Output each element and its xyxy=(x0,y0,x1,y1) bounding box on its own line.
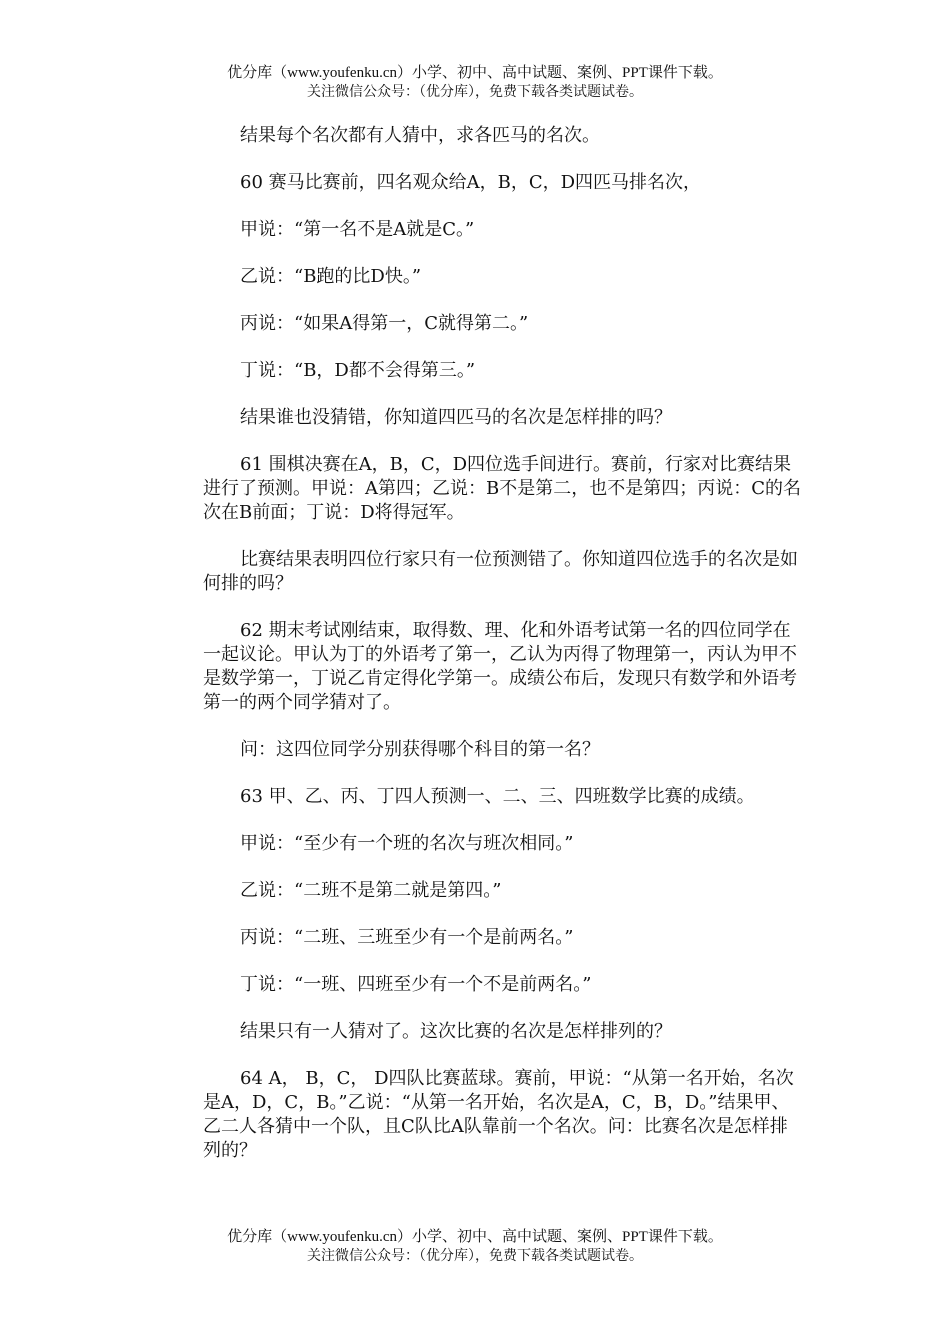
footer-line-1: 优分库（www.youfenku.cn）小学、初中、高中试题、案例、PPT课件下载。 xyxy=(227,1229,723,1245)
paragraph: 62 期末考试刚结束，取得数、理、化和外语考试第一名的四位同学在一起议论。甲认为丁的外语考了第一，乙认为丙得了物理第一，丙认为甲不是数学第一，丁说乙肯定得化学第一。成绩公布后，发现只有数学和外语考第一的两个同学猜对了。 xyxy=(203,620,797,713)
paragraph: 丙说：“如果A得第一，C就得第二。” xyxy=(240,313,529,334)
document-body xyxy=(203,124,803,1186)
paragraph: 问：这四位同学分别获得哪个科目的第一名？ xyxy=(240,739,600,760)
paragraph: 64 A， B，C， D四队比赛蓝球。赛前，甲说：“从第一名开始，名次是A，D，C，B。”乙说：“从第一名开始，名次是A，C，B，D。”结果甲、乙二人各猜中一个队，且C队比A队靠前一个名次。问：比赛名次是怎样排列的？ xyxy=(203,1068,794,1161)
paragraph: 丁说：“B，D都不会得第三。” xyxy=(240,360,476,381)
footer-line-2: 关注微信公众号：（优分库），免费下载各类试题试卷。 xyxy=(307,1249,643,1264)
header-line-1: 优分库（www.youfenku.cn）小学、初中、高中试题、案例、PPT课件下载。 xyxy=(227,65,723,81)
paragraph: 比赛结果表明四位行家只有一位预测错了。你知道四位选手的名次是如何排的吗？ xyxy=(203,549,798,594)
paragraph: 63 甲、乙、丙、丁四人预测一、二、三、四班数学比赛的成绩。 xyxy=(240,786,755,807)
paragraph: 丁说：“一班、四班至少有一个不是前两名。” xyxy=(240,974,592,995)
paragraph: 结果只有一人猜对了。这次比赛的名次是怎样排列的？ xyxy=(240,1021,672,1042)
page-footer xyxy=(0,1228,950,1266)
paragraph: 甲说：“至少有一个班的名次与班次相同。” xyxy=(240,833,574,854)
paragraph: 甲说：“第一名不是A就是C。” xyxy=(240,219,475,240)
paragraph: 60 赛马比赛前，四名观众给A，B，C，D四匹马排名次， xyxy=(240,172,702,193)
paragraph: 乙说：“B跑的比D快。” xyxy=(240,266,422,287)
paragraph: 乙说：“二班不是第二就是第四。” xyxy=(240,880,502,901)
paragraph: 结果谁也没猜错，你知道四匹马的名次是怎样排的吗？ xyxy=(240,407,672,428)
paragraph: 丙说：“二班、三班至少有一个是前两名。” xyxy=(240,927,574,948)
paragraph: 61 围棋决赛在A，B，C，D四位选手间进行。赛前，行家对比赛结果进行了预测。甲说：A第四；乙说：B不是第二，也不是第四；丙说：C的名次在B前面；丁说：D将得冠军。 xyxy=(203,454,801,523)
page-header xyxy=(0,64,950,102)
paragraph: 结果每个名次都有人猜中，求各匹马的名次。 xyxy=(240,125,600,146)
header-line-2: 关注微信公众号：（优分库），免费下载各类试题试卷。 xyxy=(307,85,643,100)
